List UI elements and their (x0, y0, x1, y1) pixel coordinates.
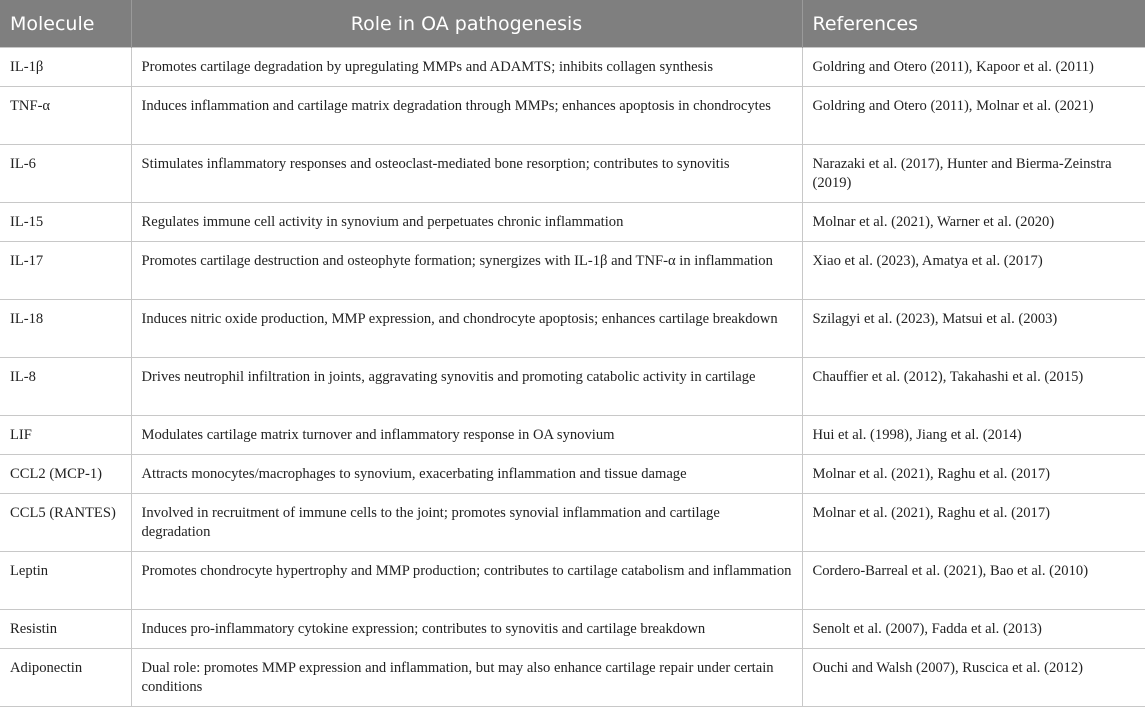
cell-molecule: IL-15 (0, 203, 131, 242)
cell-references: Goldring and Otero (2011), Molnar et al. (2021) (802, 87, 1145, 145)
cell-role: Modulates cartilage matrix turnover and inflammatory response in OA synovium (131, 416, 802, 455)
cell-references: Ouchi and Walsh (2007), Ruscica et al. (2012) (802, 649, 1145, 707)
table-row (0, 48, 1145, 87)
cell-references: Narazaki et al. (2017), Hunter and Bierma-Zeinstra (2019) (802, 145, 1145, 203)
cell-role: Attracts monocytes/macrophages to synovium, exacerbating inflammation and tissue damage (131, 455, 802, 494)
cell-molecule: IL-18 (0, 300, 131, 358)
cell-references: Senolt et al. (2007), Fadda et al. (2013) (802, 610, 1145, 649)
cell-references: Chauffier et al. (2012), Takahashi et al. (2015) (802, 358, 1145, 416)
cell-molecule: Resistin (0, 610, 131, 649)
cell-role: Drives neutrophil infiltration in joints, aggravating synovitis and promoting catabolic activity in cartilage (131, 358, 802, 416)
cell-references: Cordero-Barreal et al. (2021), Bao et al. (2010) (802, 552, 1145, 610)
cell-role: Promotes chondrocyte hypertrophy and MMP production; contributes to cartilage catabolism and inflammation (131, 552, 802, 610)
cell-role: Regulates immune cell activity in synovium and perpetuates chronic inflammation (131, 203, 802, 242)
table-row (0, 416, 1145, 455)
cell-molecule: IL-17 (0, 242, 131, 300)
cell-references: Molnar et al. (2021), Raghu et al. (2017) (802, 455, 1145, 494)
table-row (0, 455, 1145, 494)
cell-molecule: LIF (0, 416, 131, 455)
table-row (0, 552, 1145, 610)
cell-references: Hui et al. (1998), Jiang et al. (2014) (802, 416, 1145, 455)
cell-molecule: TNF-α (0, 87, 131, 145)
table-header-row (0, 0, 1145, 48)
table-row (0, 87, 1145, 145)
cell-role: Stimulates inflammatory responses and osteoclast-mediated bone resorption; contributes to synovitis (131, 145, 802, 203)
table-row (0, 649, 1145, 707)
table-row (0, 494, 1145, 552)
cell-references: Xiao et al. (2023), Amatya et al. (2017) (802, 242, 1145, 300)
cell-molecule: CCL2 (MCP-1) (0, 455, 131, 494)
table-row (0, 300, 1145, 358)
cell-role: Promotes cartilage degradation by upregulating MMPs and ADAMTS; inhibits collagen synthesis (131, 48, 802, 87)
table-row (0, 242, 1145, 300)
header-molecule: Molecule (0, 0, 131, 48)
cell-role: Promotes cartilage destruction and osteophyte formation; synergizes with IL-1β and TNF-α in inflammation (131, 242, 802, 300)
cell-role: Induces nitric oxide production, MMP expression, and chondrocyte apoptosis; enhances cartilage breakdown (131, 300, 802, 358)
table-row (0, 145, 1145, 203)
table-row (0, 203, 1145, 242)
header-role: Role in OA pathogenesis (131, 0, 802, 48)
cell-role: Induces inflammation and cartilage matrix degradation through MMPs; enhances apoptosis in chondrocytes (131, 87, 802, 145)
cell-references: Szilagyi et al. (2023), Matsui et al. (2003) (802, 300, 1145, 358)
cell-references: Molnar et al. (2021), Raghu et al. (2017) (802, 494, 1145, 552)
cell-role: Dual role: promotes MMP expression and inflammation, but may also enhance cartilage repair under certain conditions (131, 649, 802, 707)
cell-molecule: IL-6 (0, 145, 131, 203)
cell-molecule: CCL5 (RANTES) (0, 494, 131, 552)
table-row (0, 610, 1145, 649)
cell-molecule: IL-1β (0, 48, 131, 87)
cell-molecule: Adiponectin (0, 649, 131, 707)
cell-molecule: Leptin (0, 552, 131, 610)
table-row (0, 358, 1145, 416)
header-references: References (802, 0, 1145, 48)
cell-molecule: IL-8 (0, 358, 131, 416)
cell-references: Molnar et al. (2021), Warner et al. (2020) (802, 203, 1145, 242)
cell-role: Induces pro-inflammatory cytokine expression; contributes to synovitis and cartilage breakdown (131, 610, 802, 649)
cell-references: Goldring and Otero (2011), Kapoor et al. (2011) (802, 48, 1145, 87)
cell-role: Involved in recruitment of immune cells to the joint; promotes synovial inflammation and cartilage degradation (131, 494, 802, 552)
